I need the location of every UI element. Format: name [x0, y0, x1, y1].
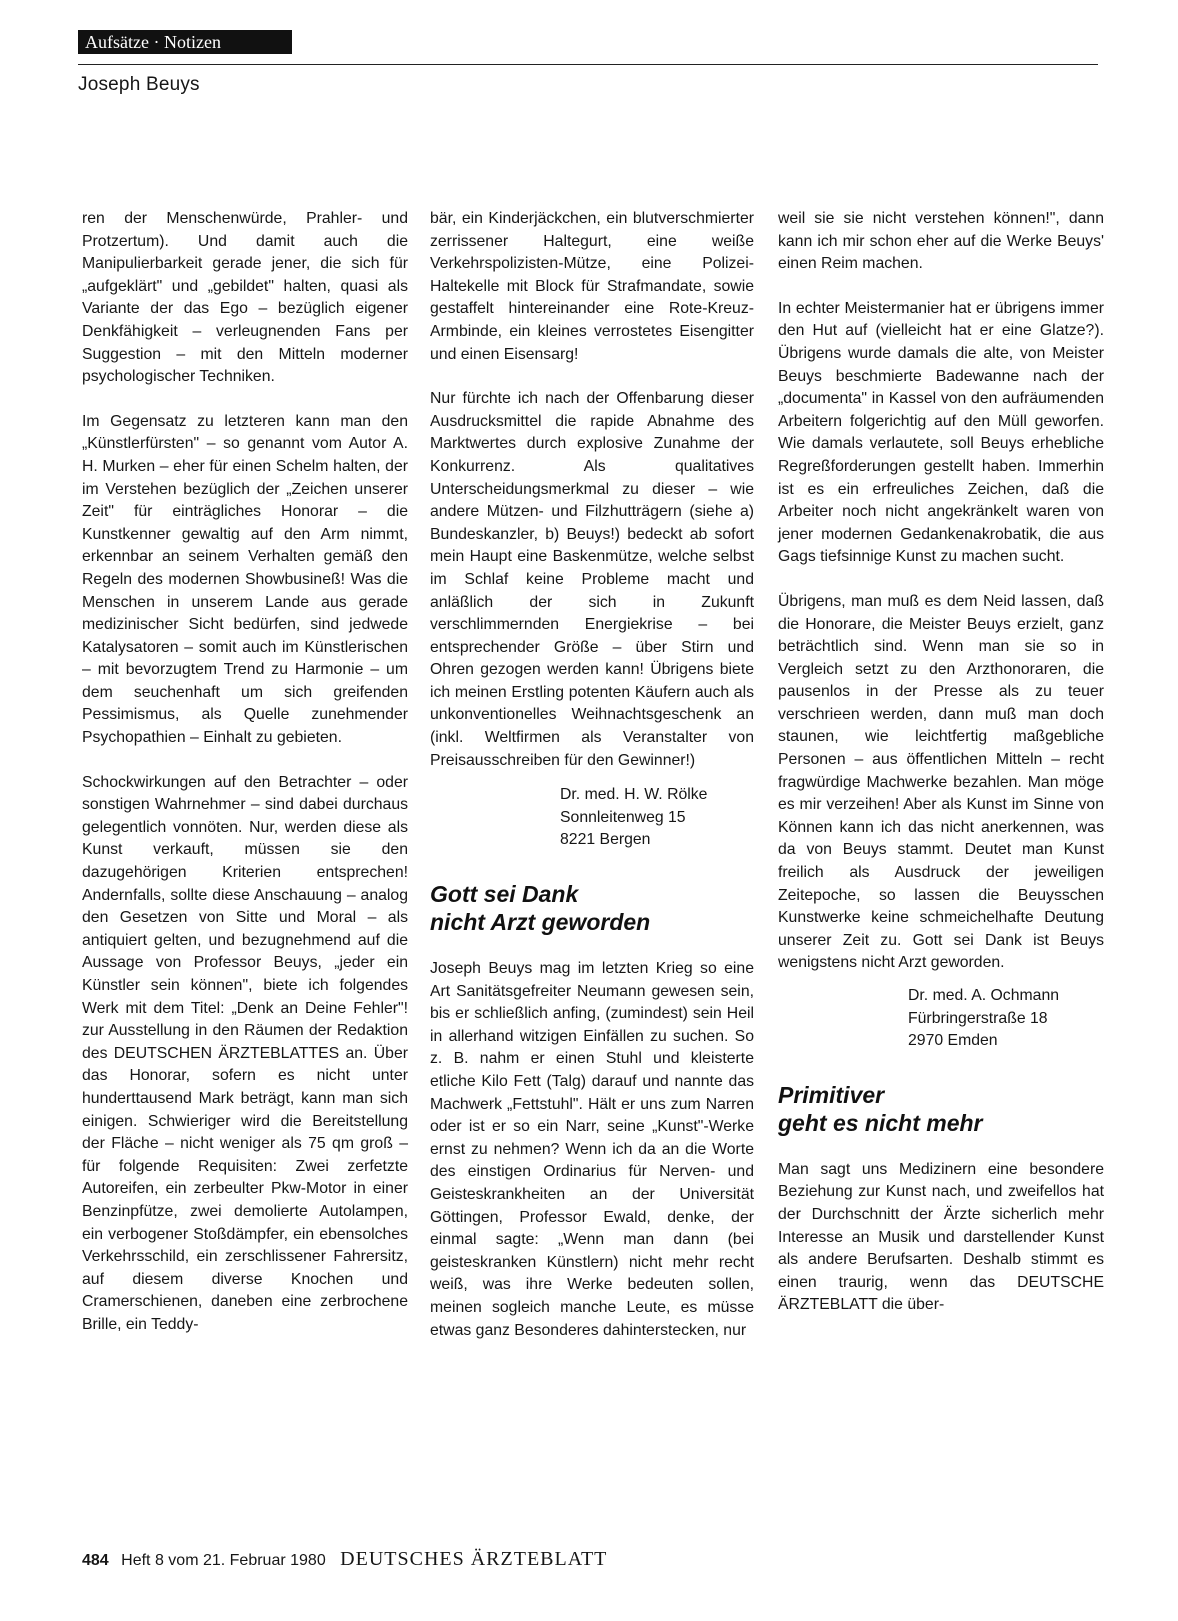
article-title-line: Gott sei Dank [430, 881, 579, 908]
page-author-heading: Joseph Beuys [78, 74, 200, 95]
paragraph: Nur fürchte ich nach der Offenbarung dieser Ausdrucksmittel die rapide Abnahme des Marktwertes durch explosive Zunahme der Konkurrenz. Als qualitatives Unterscheidungsmerkmal zu dieser – wie andere Mützen- und Filzhutträgern (siehe a) Bundeskanzler, b) Beuys!) bedeckt ab sofort mein Haupt eine Baskenmütze, welche selbst im Schlaf keine Probleme macht und anläßlich der sich in Zukunft verschlimmernden Energiekrise – bei entsprechender Größe – über Stirn und Ohren gezogen werden kann! Übrigens biete ich meinen Erstling potenten Käufern auch als unkonventionelles Weihnachtsgeschenk an (inkl. Weltfirmen als Veranstalter von Preisausschreiben für den Gewinner!) [430, 390, 754, 769]
signature-street: Sonnleitenweg 15 [560, 808, 686, 826]
letter-signature [430, 784, 754, 852]
magazine-name: DEUTSCHES ÄRZTEBLATT [340, 1548, 608, 1570]
column-1 [82, 208, 408, 1359]
signature-street: Fürbringerstraße 18 [908, 1009, 1048, 1027]
section-tag: Aufsätze · Notizen [78, 30, 292, 54]
paragraph: bär, ein Kinderjäckchen, ein blutverschmierter zerrissener Haltegurt, eine weiße Verkehrspolizisten-Mütze, eine Polizei-Haltekelle mit Block für Strafmandate, sowie gestaffelt hintereinander eine Rote-Kreuz-Armbinde, ein kleines verrostetes Eisengitter und einen Eisensarg! [430, 210, 754, 363]
header-rule [78, 64, 1098, 65]
paragraph: In echter Meistermanier hat er übrigens immer den Hut auf (vielleicht hat er eine Glatze?). Übrigens wurde damals die alte, von Meister Beuys beschmierte Badewanne nach der „documenta" in Kassel von den aufräumenden Arbeitern folgerichtig auf den Müll geworfen. Wie damals verlautete, soll Beuys erhebliche Regreßforderungen gestellt haben. Immerhin ist es ein erfreuliches Zeichen, daß die Arbeiter noch nicht angekränkelt waren von jener modernen Gedankenakrobatik, die aus Gags tiefsinnige Kunst zu machen sucht. [778, 299, 1104, 566]
paragraph: Joseph Beuys mag im letzten Krieg so eine Art Sanitätsgefreiter Neumann gewesen sein, bis er schließlich anfing, (zumindest) sein Heil in allerhand witzigen Einfällen zu suchen. So z. B. nahm er einen Stuhl und kleisterte etliche Kilo Fett (Talg) darauf und nannte das Machwerk „Fettstuhl". Hält er uns zum Narren oder ist er so ein Narr, seine „Kunst"-Werke ernst zu nehmen? Wenn ich da an die Worte des einstigen Ordinarius für Nerven- und Geisteskrankheiten an der Universität Göttingen, Professor Ewald, denke, der einmal sagte: „Wenn man dann (bei geisteskranken Künstlern) nicht mehr recht weiß, was ihre Werke bedeuten sollen, meinen sogleich manche Leute, es müsse etwas ganz Besonderes dahinterstecken, nur [430, 960, 754, 1339]
letter-signature [778, 985, 1104, 1053]
signature-city: 2970 Emden [908, 1032, 998, 1050]
article-title-line: Primitiver [778, 1081, 885, 1108]
paragraph: Im Gegensatz zu letzteren kann man den „Künstlerfürsten" – so genannt vom Autor A. H. Murken – eher für einen Schelm halten, der im Verstehen bezüglich der „Zeichen unserer Zeit" für einträgliches Honorar – die Kunstkenner gewaltig auf den Arm nimmt, erkennbar an seinem Verhalten gemäß den Regeln des modernen Showbusineß! Was die Menschen in unserem Lande aus gerade medizinischer Sicht bedürfen, sind jedwede Katalysatoren – somit auch im Künstlerischen – mit bevorzugtem Trend zu Harmonie – um dem seuchenhaft um sich greifenden Pessimismus, als Quelle zunehmender Psychopathien – Einhalt zu gebieten. [82, 412, 408, 747]
column-3 [778, 208, 1104, 1339]
paragraph: ren der Menschenwürde, Prahler- und Protzertum). Und damit auch die Manipulierbarkeit gerade jener, die sich für „aufgeklärt" und „gebildet" halten, quasi als Variante der das Ego – bezüglich eigener Denkfähigkeit – verleugnenden Fans per Suggestion – mit den Mitteln moderner psychologischer Techniken. [82, 210, 408, 386]
article-title-line: nicht Arzt geworden [430, 909, 651, 936]
paragraph: Schockwirkungen auf den Betrachter – oder sonstigen Wahrnehmer – sind dabei durchaus gelegentlich vonnöten. Nur, werden diese als Kunst verkauft, müssen sie den dazugehörigen Kriterien entsprechen! Andernfalls, sollte diese Anschauung – analog den Gesetzen von Sitte und Moral – als antiquiert gelten, und bezugnehmend auf die Aussage von Professor Beuys, „jeder ein Künstler sein können", biete ich folgendes Werk mit dem Titel: „Denk an Deine Fehler"! zur Ausstellung in den Räumen der Redaktion des DEUTSCHEN ÄRZTEBLATTES an. Über das Honorar, sofern es nicht unter hunderttausend Mark beträgt, kann man sich einigen. Schwieriger wird die Bereitstellung der Fläche – nicht weniger als 75 qm groß – für folgende Requisiten: Zwei zerfetzte Autoreifen, ein zerbeulter Pkw-Motor in einer Benzinpfütze, zwei demolierte Autolampen, ein verbogener Stoßdämpfer, ein ebensolches Verkehrsschild, ein zerschlissener Fahrersitz, auf diesem diverse Knochen und Cramerschienen, daneben eine zerbrochene Brille, ein Teddy- [82, 773, 408, 1333]
article-title [430, 880, 754, 936]
paragraph: weil sie sie nicht verstehen können!", dann kann ich mir schon eher auf die Werke Beuys' einen Reim machen. [778, 210, 1104, 273]
signature-name: Dr. med. A. Ochmann [908, 987, 1060, 1004]
paragraph: Übrigens, man muß es dem Neid lassen, daß die Honorare, die Meister Beuys erzielt, ganz beträchtlich sind. Wenn man sie so in Vergleich setzt zu den Arzthonoraren, die pausenlos in der Presse als zu teuer verschrieen werden, dann muß man doch staunen, wie leichtfertig maßgebliche Personen – aus öffentlichen Mitteln – recht fragwürdige Machwerke bezahlen. Man möge es mir verzeihen! Aber als Kunst im Sinne von Können kann ich das nicht anerkennen, was da von Beuys stammt. Deutet man Kunst freilich als Ausdruck der jeweiligen Zeitepoche, so lassen die Beuysschen Kunstwerke keine schmeichelhafte Deutung unserer Zeit zu. Gott sei Dank ist Beuys wenigstens nicht Arzt geworden. [778, 592, 1104, 972]
column-2 [430, 208, 754, 1364]
article-title [778, 1081, 1104, 1137]
issue-info: Heft 8 vom 21. Februar 1980 [121, 1552, 326, 1569]
signature-name: Dr. med. H. W. Rölke [560, 786, 708, 804]
page-footer [82, 1548, 607, 1572]
page-number: 484 [82, 1552, 109, 1569]
article-title-line: geht es nicht mehr [778, 1109, 983, 1136]
paragraph: Man sagt uns Medizinern eine besondere Beziehung zur Kunst nach, und zweifellos hat der Durchschnitt der Ärzte sicherlich mehr Interesse an Musik und darstellender Kunst als andere Berufsarten. Deshalb stimmt es einen traurig, wenn das DEUTSCHE ÄRZTEBLATT die über- [778, 1160, 1104, 1314]
signature-city: 8221 Bergen [560, 831, 651, 849]
